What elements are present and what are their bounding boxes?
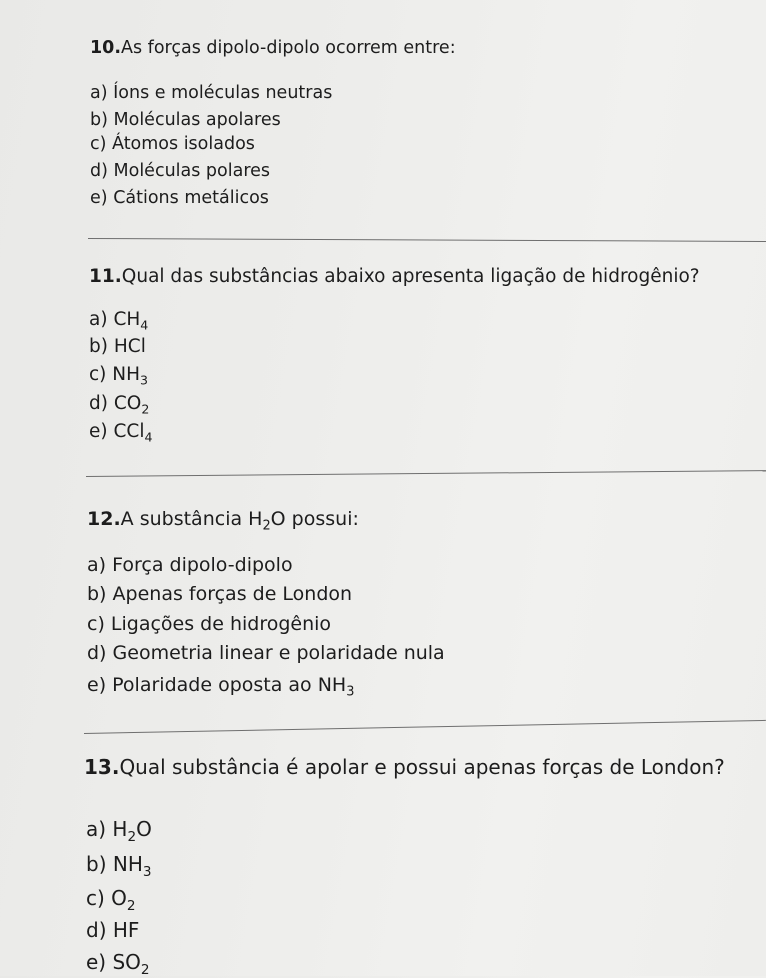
divider-line [86,470,766,477]
formula-subscript: 4 [144,429,153,445]
option-text: Átomos isolados [112,134,255,154]
formula-subscript: 3 [142,863,152,880]
question-12-title [87,508,359,534]
q12-option-a[interactable] [87,554,293,576]
option-letter: b) [90,110,108,130]
q13-option-b[interactable] [86,852,152,880]
option-letter: a) [87,554,107,576]
formula-subscript: 2 [127,828,137,845]
question-text-end: possui: [285,508,359,530]
formula: NH [112,852,143,876]
option-letter: c) [89,364,107,385]
q12-option-e[interactable] [87,674,355,700]
option-letter: b) [87,583,107,605]
option-letter: e) [90,188,108,208]
question-number: 11. [89,266,122,287]
q11-option-c[interactable] [89,364,149,388]
formula-tail: O [270,508,286,530]
option-text: Moléculas apolares [113,110,281,130]
option-letter: a) [90,83,108,103]
q11-option-a[interactable] [89,309,149,333]
option-text: Cátions metálicos [113,188,269,208]
q11-option-d[interactable] [89,393,150,417]
q10-option-a[interactable] [90,83,332,103]
option-text: Apenas forças de London [112,583,353,605]
option-letter: e) [89,421,108,442]
option-text: Força dipolo-dipolo [112,554,293,576]
option-text: Ligações de hidrogênio [110,613,332,635]
formula: HF [112,918,140,942]
option-text: Moléculas polares [113,161,271,181]
question-text: Qual substância é apolar e possui apenas forças de London? [119,755,725,779]
option-letter: d) [89,393,108,414]
question-text: As forças dipolo-dipolo ocorrem entre: [121,38,456,58]
formula-subscript: 2 [262,518,271,534]
q13-option-c[interactable] [86,886,136,914]
q11-option-b[interactable] [89,336,146,357]
formula-subscript: 2 [141,401,150,417]
option-letter: a) [86,817,107,841]
option-letter: c) [90,134,107,154]
option-letter: e) [87,674,107,696]
option-letter: d) [87,642,107,664]
option-text: Íons e moléculas neutras [113,83,333,103]
formula: O [111,886,127,910]
question-number: 13. [84,755,120,779]
question-10-title [90,38,456,58]
formula: H [248,508,263,530]
formula: H [112,817,128,841]
q10-option-b[interactable] [90,110,281,130]
question-13-title [84,755,725,779]
formula: NH [317,674,347,696]
option-letter: d) [90,161,108,181]
option-letter: b) [89,336,108,357]
formula-subscript: 2 [140,961,150,978]
q12-option-b[interactable] [87,583,352,605]
formula: CCl [113,421,145,442]
question-text: Qual das substâncias abaixo apresenta ligação de hidrogênio? [121,266,700,287]
q13-option-a[interactable] [86,817,152,845]
option-letter: d) [86,918,107,942]
formula: HCl [113,336,146,357]
option-letter: c) [87,613,105,635]
option-letter: e) [86,950,107,974]
q11-option-e[interactable] [89,421,153,445]
q13-option-e[interactable] [86,950,150,978]
q10-option-e[interactable] [90,188,269,208]
question-text: A substância [120,508,249,530]
formula-tail: O [136,817,152,841]
q13-option-d[interactable] [86,918,139,942]
q12-option-d[interactable] [87,642,445,664]
formula: CH [113,309,141,330]
q10-option-c[interactable] [90,134,255,154]
question-11-title [89,266,700,287]
divider-line [84,720,766,734]
formula: CO [113,393,142,414]
formula: NH [112,364,141,385]
formula: SO [112,950,141,974]
q12-option-c[interactable] [87,613,331,635]
option-letter: a) [89,309,108,330]
option-letter: c) [86,886,105,910]
option-letter: b) [86,852,107,876]
question-number: 10. [90,38,122,58]
formula-subscript: 4 [140,317,149,333]
q10-option-d[interactable] [90,161,270,181]
option-text: Polaridade oposta ao [112,674,318,696]
option-text: Geometria linear e polaridade nula [112,642,445,664]
question-number: 12. [87,508,121,530]
formula-subscript: 2 [126,897,136,914]
divider-line [88,238,766,242]
formula-subscript: 3 [346,684,355,700]
formula-subscript: 3 [140,372,149,388]
